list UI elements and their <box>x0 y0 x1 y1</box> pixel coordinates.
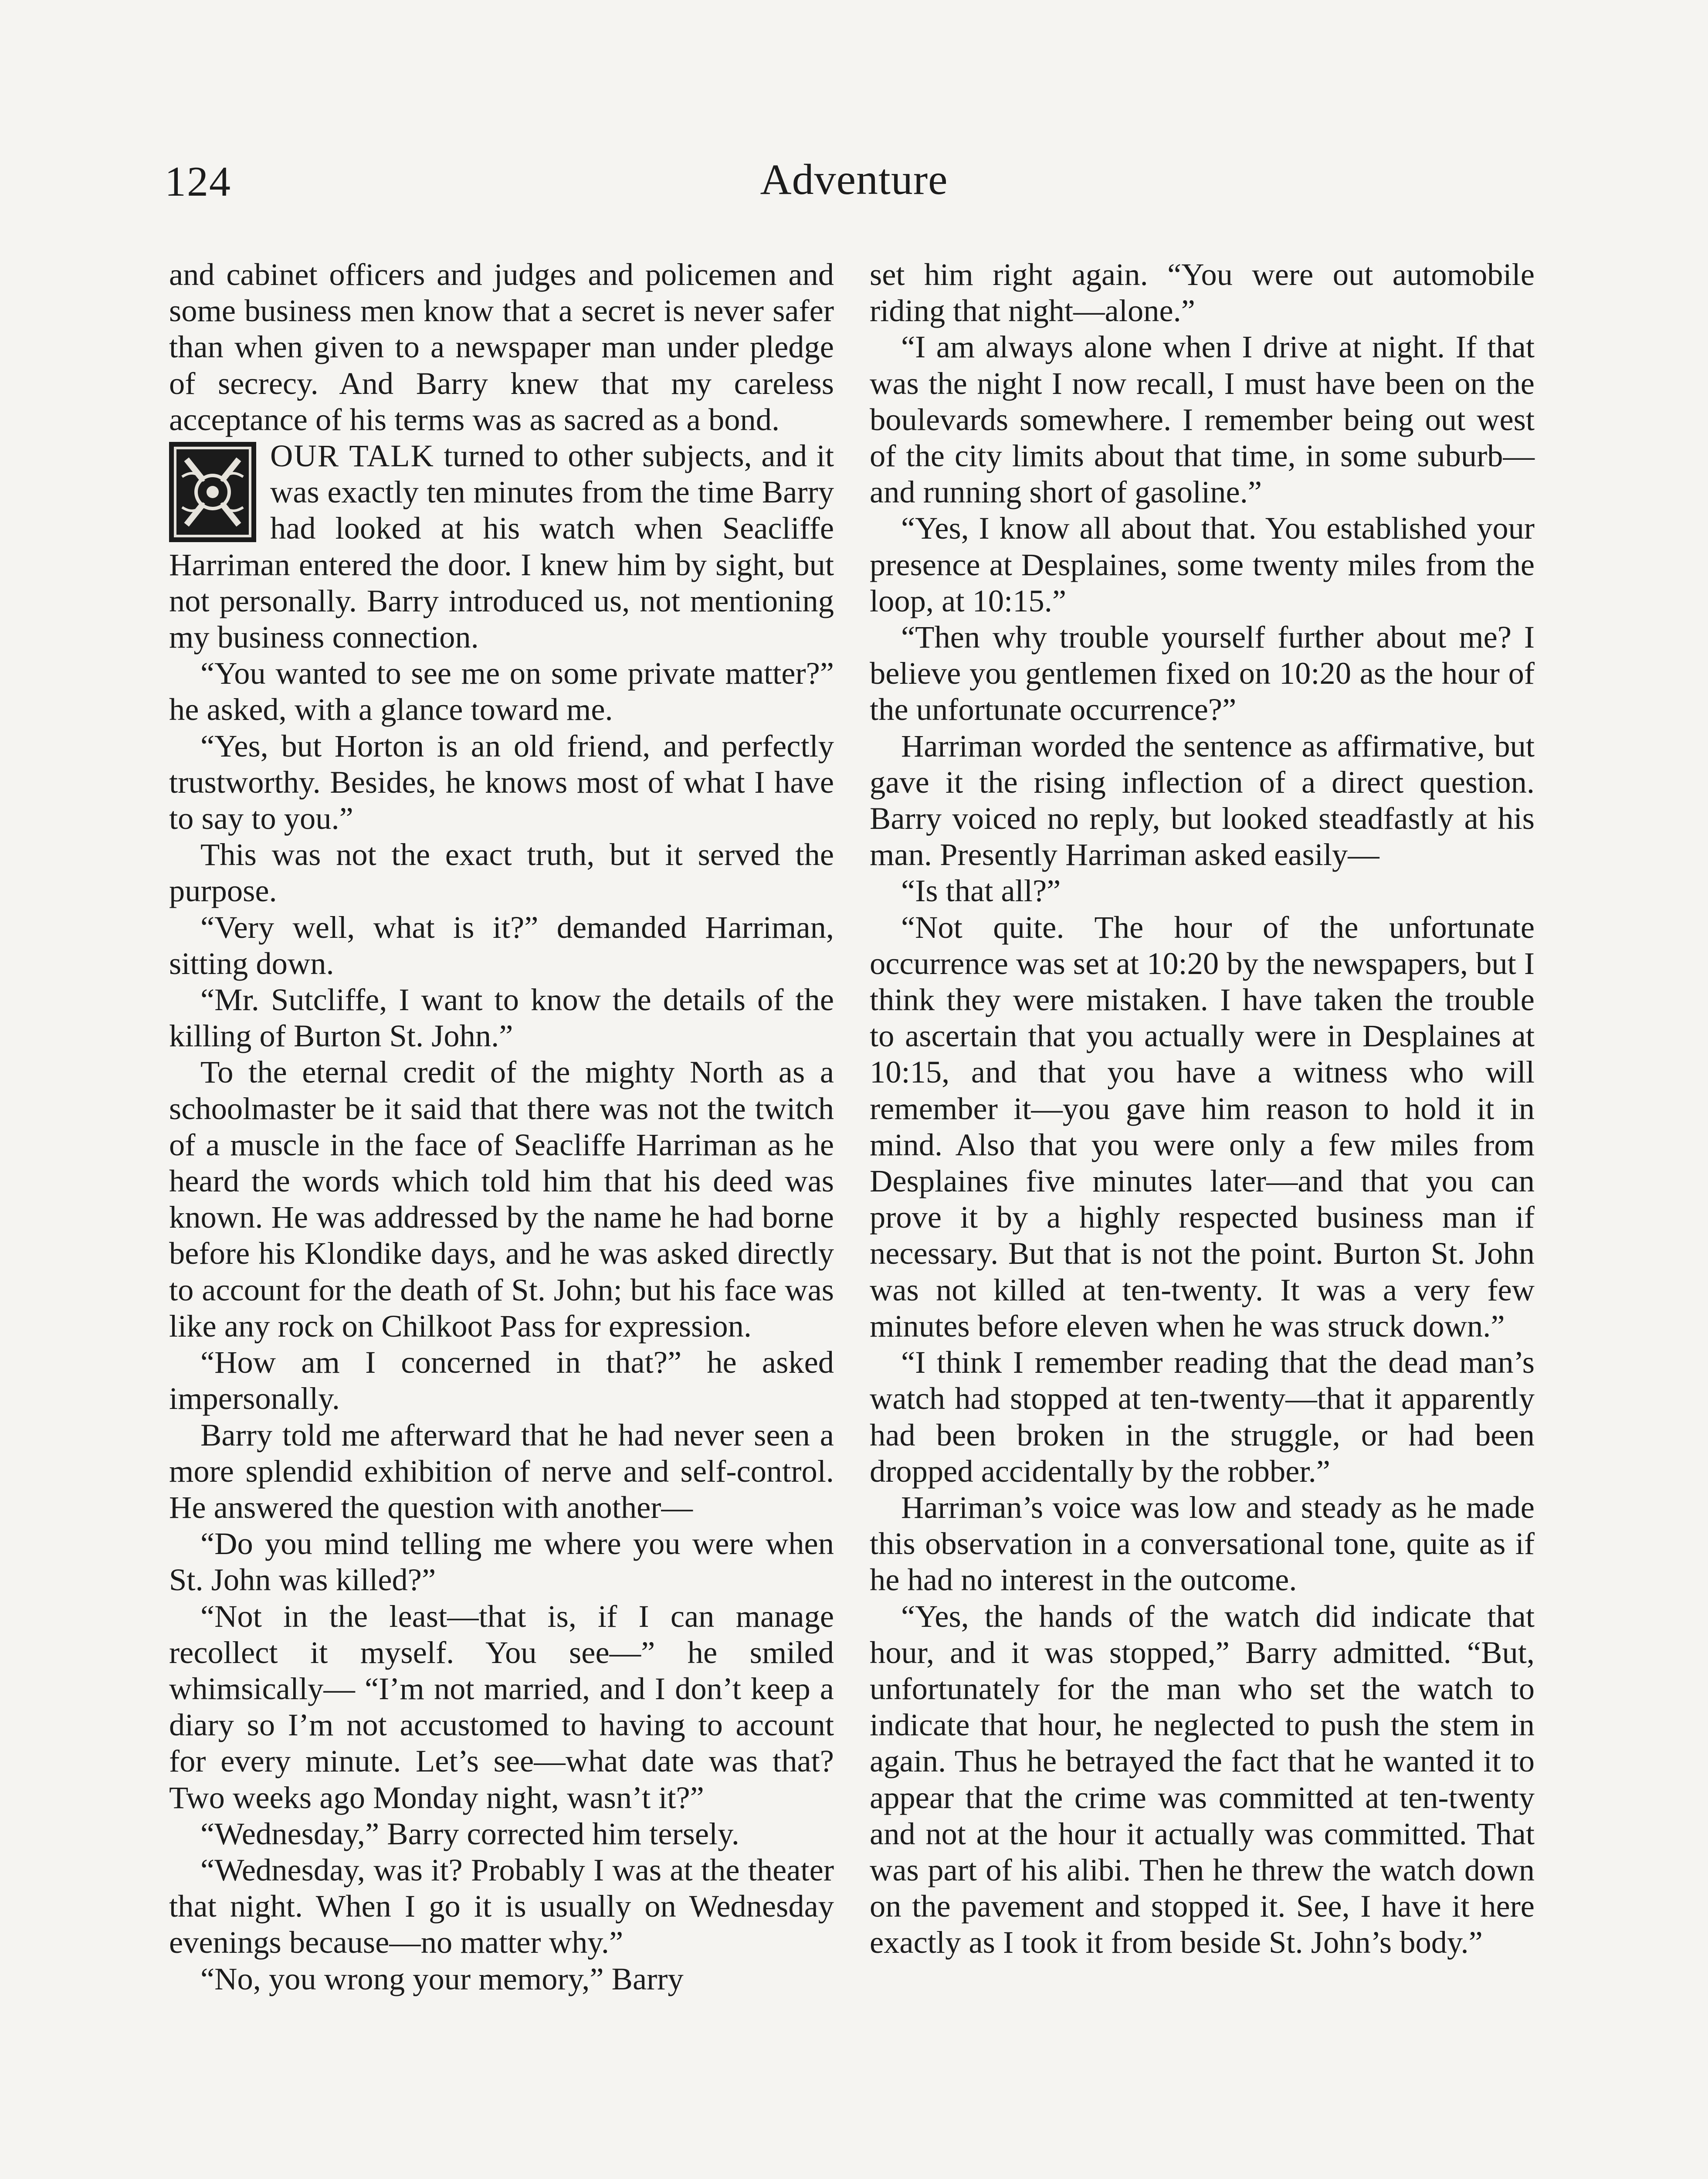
paragraph: Harriman’s voice was low and steady as he made this observation in a conversational tone, quite as if he had no interest in the outcome. <box>870 1489 1535 1598</box>
section-lead-words: OUR TALK <box>270 438 434 474</box>
paragraph: “Yes, the hands of the watch did indicate that hour, and it was stopped,” Barry admitted. “But, unfortunately for the man who set the watch to indicate that hour, he neglected to push the stem in again. Thus he betrayed the fact that he wanted it to appear that the crime was committed at ten-twenty and not at the hour it actually was committed. That was part of his alibi. Then he threw the watch down on the pavement and stopped it. See, I have it here exactly as I took it from beside St. John’s body.” <box>870 1598 1535 1960</box>
paragraph: “Do you mind telling me where you were when St. John was killed?” <box>169 1526 834 1598</box>
paragraph: “Wednesday, was it? Probably I was at the theater that night. When I go it is usually on Wednesday evenings because—no matter why.” <box>169 1852 834 1960</box>
paragraph: “Is that all?” <box>901 873 1061 909</box>
paragraph: “Very well, what is it?” demanded Harriman, sitting down. <box>169 909 834 981</box>
paragraph: Harriman worded the sentence as affirmative, but gave it the rising inflection of a direct question. Barry voiced no reply, but looked steadfastly at his man. Presently Harriman asked easily— <box>870 728 1535 872</box>
paragraph: “Mr. Sutcliffe, I want to know the details of the killing of Burton St. John.” <box>169 982 834 1054</box>
paragraph: Barry told me afterward that he had never seen a more splendid exhibition of nerve and self-control. He answered the question with another— <box>169 1417 834 1525</box>
section-opening-paragraph <box>169 438 834 655</box>
paragraph-text: turned to other subjects, and it was exactly ten minutes from the time Barry had looked at his watch when Seacliffe Harriman entered the door. I knew him by sight, but not personally. Barry introduced us, not mentioning my business connection. <box>169 438 834 655</box>
paragraph: “You wanted to see me on some private matter?” he asked, with a glance toward me. <box>169 655 834 727</box>
paragraph: “Yes, but Horton is an old friend, and perfectly trustworthy. Besides, he knows most of what I have to say to you.” <box>169 728 834 836</box>
left-column <box>169 256 834 1997</box>
running-head: Adventure <box>760 155 948 204</box>
paragraph: “Wednesday,” Barry corrected him tersely. <box>200 1816 739 1851</box>
paragraph: “How am I concerned in that?” he asked impersonally. <box>169 1344 834 1416</box>
paragraph: This was not the exact truth, but it served the purpose. <box>169 837 834 909</box>
paragraph: To the eternal credit of the mighty North as a schoolmaster be it said that there was not the twitch of a muscle in the face of Seacliffe Harriman as he heard the words which told him that his deed was known. He was addressed by the name he had borne before his Klondike days, and he was asked directly to account for the death of St. John; but his face was like any rock on Chilkoot Pass for expression. <box>169 1054 834 1344</box>
paragraph: “Not quite. The hour of the unfortunate occurrence was set at 10:20 by the newspapers, but I think they were mistaken. I have taken the trouble to ascertain that you actually were in Desplaines at 10:15, and that you have a witness who will remember it—you gave him reason to hold it in mind. Also that you were only a few miles from Desplaines five minutes later—and that you can prove it by a highly respected business man if necessary. But that is not the point. Burton St. John was not killed at ten-twenty. It was a very few minutes before eleven when he was struck down.” <box>870 909 1535 1344</box>
paragraph: set him right again. “You were out automobile riding that night—alone.” <box>870 257 1535 329</box>
paragraph: “I think I remember reading that the dead man’s watch had stopped at ten-twenty—that it apparently had been broken in the struggle, or had been dropped accidentally by the robber.” <box>870 1344 1535 1489</box>
right-column <box>870 256 1535 1961</box>
paragraph: and cabinet officers and judges and policemen and some business men know that a secret is never safer than when given to a newspaper man under pledge of secrecy. And Barry knew that my careless acceptance of his terms was as sacred as a bond. <box>169 257 834 437</box>
paragraph: “Not in the least—that is, if I can manage recollect it myself. You see—” he smiled whimsically— “I’m not married, and I don’t keep a diary so I’m not accustomed to having to account for every minute. Let’s see—what date was that? Two weeks ago Monday night, wasn’t it?” <box>169 1598 834 1815</box>
paragraph: “I am always alone when I drive at night. If that was the night I now recall, I must have been on the boulevards somewhere. I remember being out west of the city limits about that time, in some suburb—and running short of gasoline.” <box>870 329 1535 510</box>
paragraph: “No, you wrong your memory,” Barry <box>200 1961 684 1996</box>
page-number: 124 <box>165 158 231 205</box>
ornamental-initial-icon <box>169 442 256 542</box>
paragraph: “Yes, I know all about that. You established your presence at Desplaines, some twenty miles from the loop, at 10:15.” <box>870 510 1535 618</box>
paragraph: “Then why trouble yourself further about me? I believe you gentlemen fixed on 10:20 as the hour of the unfortunate occurrence?” <box>870 619 1535 727</box>
